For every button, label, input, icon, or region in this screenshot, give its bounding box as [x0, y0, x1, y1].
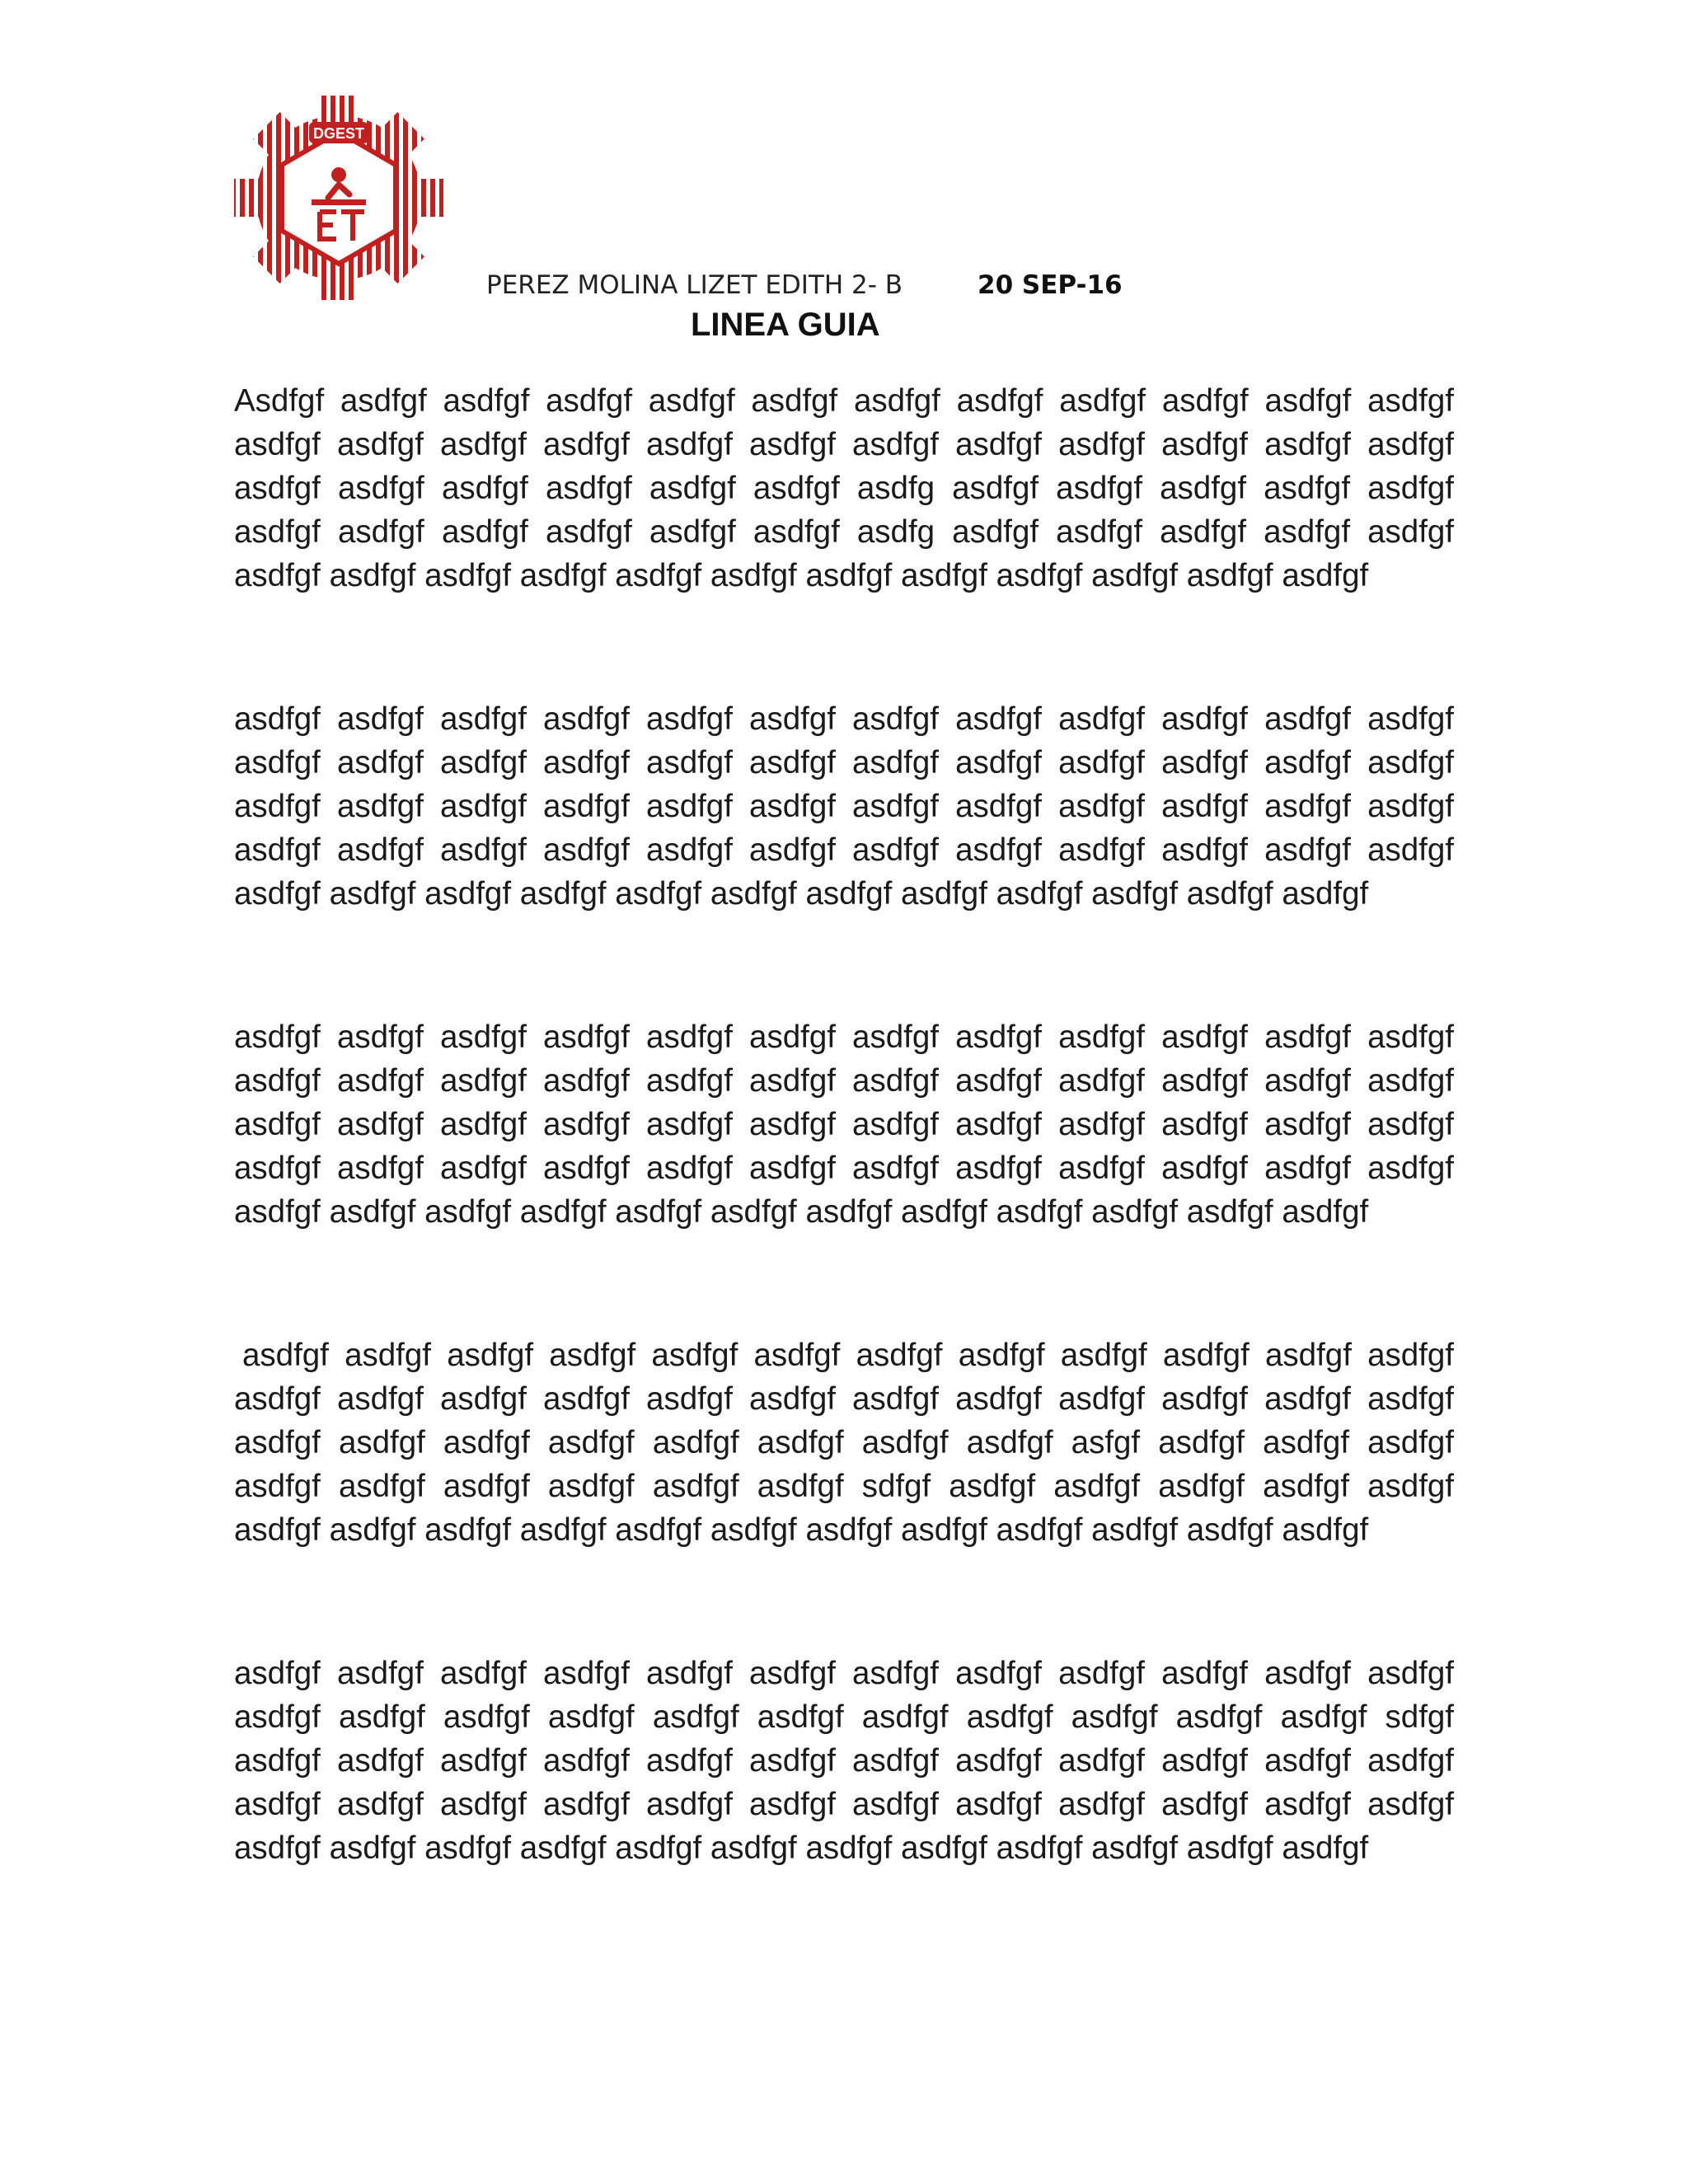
student-name-group: PEREZ MOLINA LIZET EDITH 2- B	[486, 270, 903, 300]
text-line: asdfgf asdfgf asdfgf asdfgf asdfgf asdfgf asdfgf asdfgf asdfgf asdfgf asdfgf asdfgf	[234, 558, 1369, 593]
text-line: asdfgf asdfgf asdfgf asdfgf asdfgf asdfgf asdfgf asdfgf asdfgf asdfgf asdfgf asdfgf	[234, 1830, 1369, 1866]
text-line: asdfgf asdfgf asdfgf asdfgf asdfgf asdfgf asdfgf asdfgf asdfgf asdfgf asdfgf asdfgf	[234, 876, 1369, 912]
text-line: asdfgf asdfgf asdfgf asdfgf asdfgf asdfgf asdfgf asdfgf asdfgf asdfgf asdfgf asdfgf	[234, 745, 1454, 780]
text-line: asdfgf asdfgf asdfgf asdfgf asdfgf asdfgf asdfgf asdfgf asdfgf asdfgf asdfgf asdfgf	[234, 1512, 1369, 1548]
text-line: asdfgf asdfgf asdfgf asdfgf asdfgf asdfgf asdfgf asdfgf asdfgf asdfgf asdfgf asdfgf	[234, 1107, 1454, 1142]
text-line: asdfgf asdfgf asdfgf asdfgf asdfgf asdfgf asdfgf asdfgf asfgf asdfgf asdfgf asdfgf	[234, 1425, 1454, 1460]
document-date: 20 SEP-16	[978, 270, 1123, 300]
text-line: asdfgf asdfgf asdfgf asdfgf asdfgf asdfgf asdfgf asdfgf asdfgf asdfgf asdfgf asdfgf	[234, 1743, 1454, 1779]
text-line: asdfgf asdfgf asdfgf asdfgf asdfgf asdfgf asdfg asdfgf asdfgf asdfgf asdfgf asdfgf	[234, 514, 1454, 550]
text-line: asdfgf asdfgf asdfgf asdfgf asdfgf asdfgf asdfgf asdfgf asdfgf asdfgf asdfgf asdfgf	[234, 789, 1454, 824]
text-line: asdfgf asdfgf asdfgf asdfgf asdfgf asdfgf sdfgf asdfgf asdfgf asdfgf asdfgf asdfgf	[234, 1469, 1454, 1504]
text-line: asdfgf asdfgf asdfgf asdfgf asdfgf asdfgf asdfgf asdfgf asdfgf asdfgf asdfgf asdfgf	[234, 427, 1454, 462]
dgest-logo	[231, 92, 447, 300]
text-line: asdfgf asdfgf asdfgf asdfgf asdfgf asdfgf asdfgf asdfgf asdfgf asdfgf asdfgf asdfgf	[234, 1151, 1454, 1186]
paragraph-5	[234, 1652, 1454, 1870]
text-line: asdfgf asdfgf asdfgf asdfgf asdfgf asdfgf asdfgf asdfgf asdfgf asdfgf asdfgf asdfgf	[234, 1656, 1454, 1691]
paragraph-2	[234, 697, 1454, 916]
paragraph-1	[234, 379, 1454, 598]
text-line: asdfgf asdfgf asdfgf asdfgf asdfgf asdfgf asdfgf asdfgf asdfgf asdfgf asdfgf asdfgf	[242, 1338, 1454, 1373]
text-line: asdfgf asdfgf asdfgf asdfgf asdfgf asdfgf asdfgf asdfgf asdfgf asdfgf asdfgf asdfgf	[234, 1787, 1454, 1822]
text-line: asdfgf asdfgf asdfgf asdfgf asdfgf asdfgf asdfg asdfgf asdfgf asdfgf asdfgf asdfgf	[234, 471, 1454, 506]
paragraph-4	[234, 1333, 1454, 1552]
text-line: asdfgf asdfgf asdfgf asdfgf asdfgf asdfgf asdfgf asdfgf asdfgf asdfgf asdfgf asdfgf	[234, 701, 1454, 737]
text-line: asdfgf asdfgf asdfgf asdfgf asdfgf asdfgf asdfgf asdfgf asdfgf asdfgf asdfgf asdfgf	[234, 1194, 1369, 1230]
text-line: asdfgf asdfgf asdfgf asdfgf asdfgf asdfgf asdfgf asdfgf asdfgf asdfgf asdfgf asdfgf	[234, 832, 1454, 868]
text-line: asdfgf asdfgf asdfgf asdfgf asdfgf asdfgf asdfgf asdfgf asdfgf asdfgf asdfgf asdfgf	[234, 1063, 1454, 1099]
text-line: Asdfgf asdfgf asdfgf asdfgf asdfgf asdfgf asdfgf asdfgf asdfgf asdfgf asdfgf asdfgf	[234, 383, 1454, 419]
text-line: asdfgf asdfgf asdfgf asdfgf asdfgf asdfgf asdfgf asdfgf asdfgf asdfgf asdfgf asdfgf	[234, 1381, 1454, 1417]
document-title: LINEA GUIA	[691, 307, 880, 343]
svg-text:DGEST: DGEST	[312, 125, 365, 142]
text-line: asdfgf asdfgf asdfgf asdfgf asdfgf asdfgf asdfgf asdfgf asdfgf asdfgf asdfgf asdfgf	[234, 1019, 1454, 1055]
paragraph-3	[234, 1015, 1454, 1234]
text-line: asdfgf asdfgf asdfgf asdfgf asdfgf asdfgf asdfgf asdfgf asdfgf asdfgf asdfgf sdfgf	[234, 1699, 1454, 1735]
